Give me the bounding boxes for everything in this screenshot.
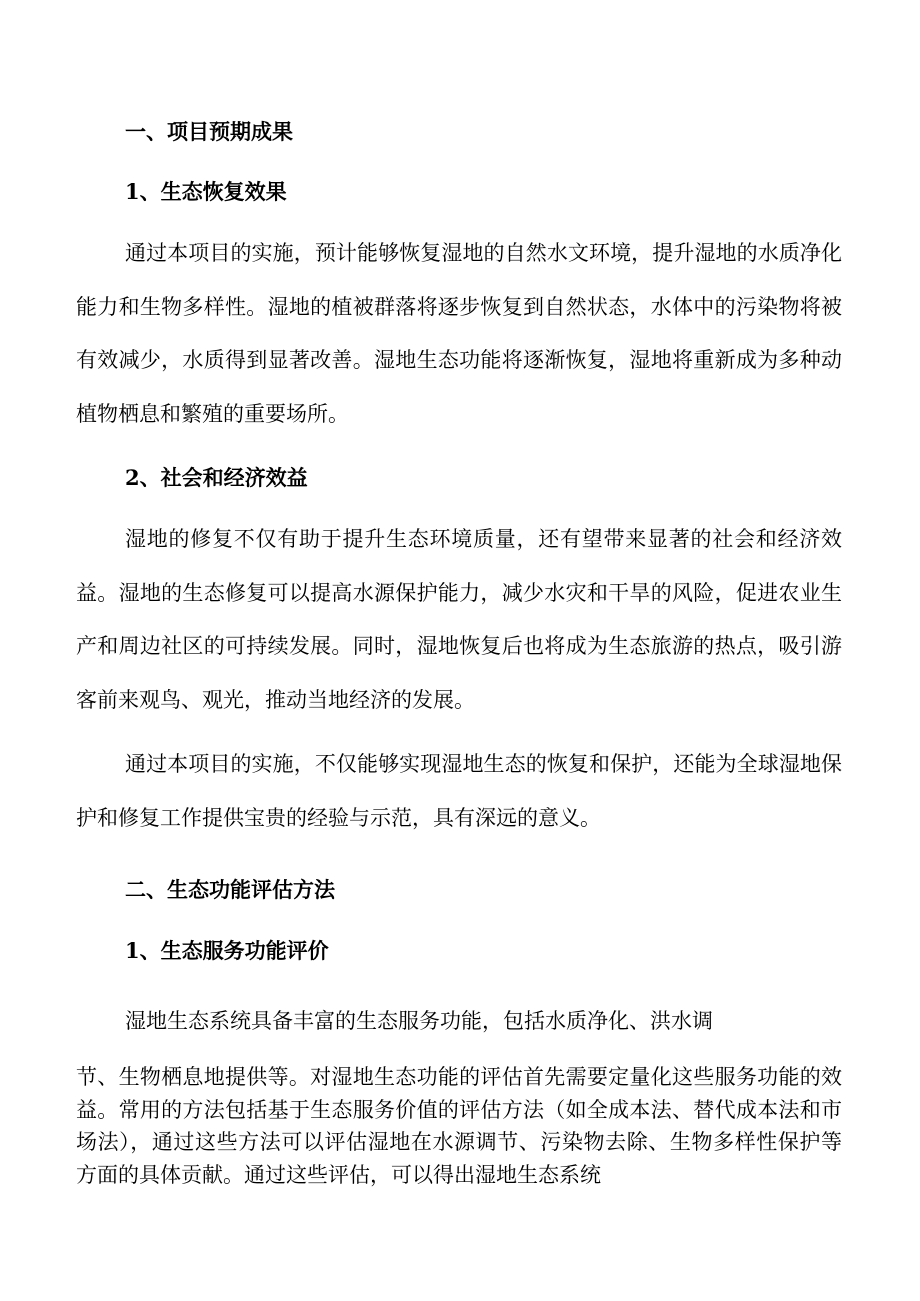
paragraph-service-evaluation-first-line: 湿地生态系统具备丰富的生态服务功能，包括水质净化、洪水调 xyxy=(125,1009,713,1033)
paragraph-project-significance: 通过本项目的实施，不仅能够实现湿地生态的恢复和保护，还能为全球湿地保护和修复工作提供宝贵的经验与示范，具有深远的意义。 xyxy=(76,752,842,830)
paragraph-ecological-restoration: 通过本项目的实施，预计能够恢复湿地的自然水文环境，提升湿地的水质净化能力和生物多样性。湿地的植被群落将逐步恢复到自然状态，水体中的污染物将被有效减少，水质得到显著改善。湿地生态功能将逐渐恢复，湿地将重新成为多种动植物栖息和繁殖的重要场所。 xyxy=(76,241,842,426)
subsection-title-service-evaluation: 1、生态服务功能评价 xyxy=(125,938,329,963)
subsection-title-ecological-restoration: 1、生态恢复效果 xyxy=(125,179,287,204)
paragraph-social-economic: 湿地的修复不仅有助于提升生态环境质量，还有望带来显著的社会和经济效益。湿地的生态修复可以提高水源保护能力，减少水灾和干旱的风险，促进农业生产和周边社区的可持续发展。同时，湿地恢复后也将成为生态旅游的热点，吸引游客前来观鸟、观光，推动当地经济的发展。 xyxy=(76,527,842,712)
paragraph-service-evaluation-continued: 节、生物栖息地提供等。对湿地生态功能的评估首先需要定量化这些服务功能的效益。常用的方法包括基于生态服务价值的评估方法（如全成本法、替代成本法和市场法），通过这些方法可以评估湿地在水源调节、污染物去除、生物多样性保护等方面的具体贡献。通过这些评估，可以得出湿地生态系统 xyxy=(76,1065,842,1187)
section-heading-project-outcomes: 一、项目预期成果 xyxy=(125,119,293,144)
subsection-title-social-economic: 2、社会和经济效益 xyxy=(125,465,308,490)
section-heading-assessment-methods: 二、生态功能评估方法 xyxy=(125,877,335,902)
